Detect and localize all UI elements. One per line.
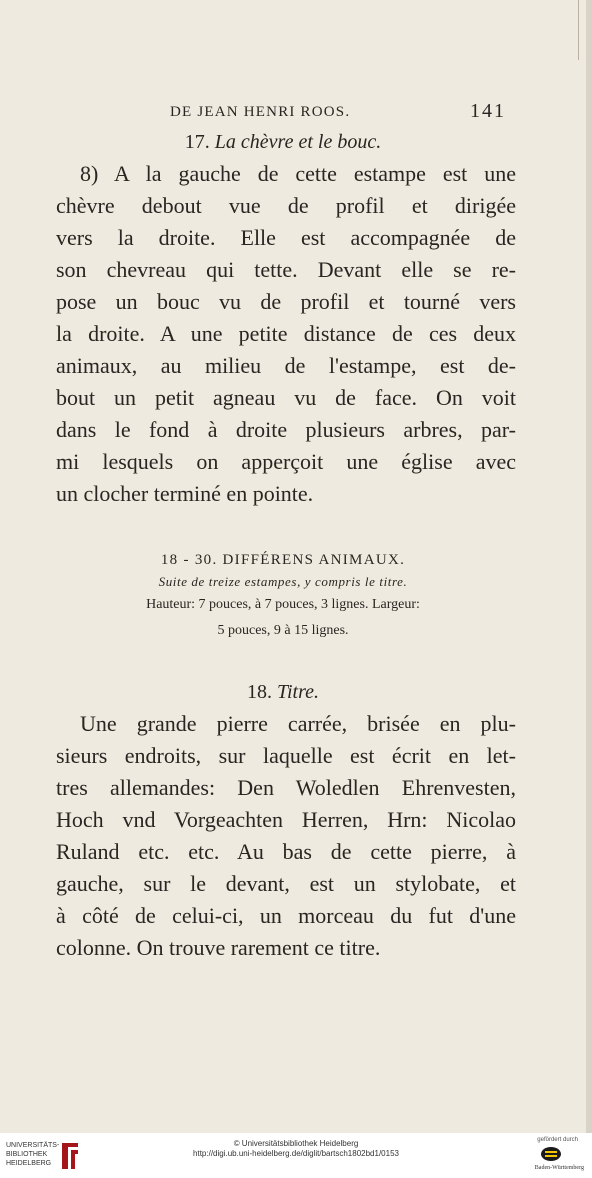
sponsor-name: Baden-Württemberg xyxy=(534,1165,584,1171)
text-line: animaux, au milieu de l'estampe, est de- xyxy=(56,353,516,378)
sponsor-label: gefördert durch xyxy=(537,1137,578,1143)
page-content xyxy=(50,90,516,964)
entry-18-heading xyxy=(50,680,516,704)
copyright-notice xyxy=(0,1139,592,1159)
page-number: 141 xyxy=(470,100,506,122)
running-head xyxy=(50,90,516,130)
entry-17-heading xyxy=(50,130,516,154)
library-name-line: HEIDELBERG xyxy=(6,1160,52,1167)
source-url-link[interactable]: http://digi.ub.uni-heidelberg.de/diglit/bartsch1802bd1/0153 xyxy=(193,1149,399,1158)
text-line: la droite. A une petite distance de ces deux xyxy=(56,321,516,346)
text-line: un clocher terminé en pointe. xyxy=(56,481,314,506)
text-line: Une grande pierre carrée, brisée en plu- xyxy=(80,711,516,736)
text-line: vers la droite. Elle est accompagnée de xyxy=(56,225,516,250)
entry-18-number: 18. xyxy=(246,681,272,703)
library-name-line: BIBLIOTHEK xyxy=(6,1151,48,1158)
text-line: 8) A la gauche de cette estampe est une xyxy=(80,161,516,186)
entry-18-title: Titre. xyxy=(276,681,320,703)
section-measures-1: Hauteur: 7 pouces, à 7 pouces, 3 lignes. Largeur: xyxy=(146,597,420,612)
section-title: 18 - 30. DIFFÉRENS ANIMAUX. xyxy=(160,552,406,568)
page-edge xyxy=(586,0,592,1133)
text-line: chèvre debout vue de profil et dirigée xyxy=(56,193,516,218)
entry-17-title: La chèvre et le bouc. xyxy=(214,131,382,153)
text-line: pose un bouc vu de profil et tourné vers xyxy=(56,289,516,314)
text-line: son chevreau qui tette. Devant elle se re- xyxy=(56,257,516,282)
page-edge-mark xyxy=(578,0,579,60)
text-line: Hoch vnd Vorgeachten Herren, Hrn: Nicolao xyxy=(56,807,516,832)
entry-17-description xyxy=(50,158,516,510)
section-subtitle: Suite de treize estampes, y compris le titre. xyxy=(158,574,408,589)
text-line: à côté de celui-ci, un morceau du fut d'une xyxy=(56,903,516,928)
text-line: tres allemandes: Den Woledlen Ehrenvesten, xyxy=(56,775,516,800)
entry-17-number: 17. xyxy=(184,131,210,153)
section-measures-2: 5 pouces, 9 à 15 lignes. xyxy=(217,623,349,638)
library-name-line: UNIVERSITÄTS- xyxy=(6,1142,60,1149)
text-line: colonne. On trouve rarement ce titre. xyxy=(56,935,381,960)
entry-18-description xyxy=(50,708,516,964)
copyright-text: © Universitätsbibliothek Heidelberg xyxy=(233,1139,359,1148)
text-line: gauche, sur le devant, est un stylobate, et xyxy=(56,871,516,896)
footer xyxy=(0,1133,592,1178)
text-line: mi lesquels on apperçoit une église avec xyxy=(56,449,516,474)
text-line: Ruland etc. etc. Au bas de cette pierre, à xyxy=(56,839,516,864)
text-line: sieurs endroits, sur laquelle est écrit en let- xyxy=(56,743,516,768)
text-line: bout un petit agneau vu de face. On voit xyxy=(56,385,516,410)
running-head-title: DE JEAN HENRI ROOS. xyxy=(170,104,351,120)
text-line: dans le fond à droite plusieurs arbres, par- xyxy=(56,417,516,442)
state-emblem-icon xyxy=(540,1146,562,1162)
